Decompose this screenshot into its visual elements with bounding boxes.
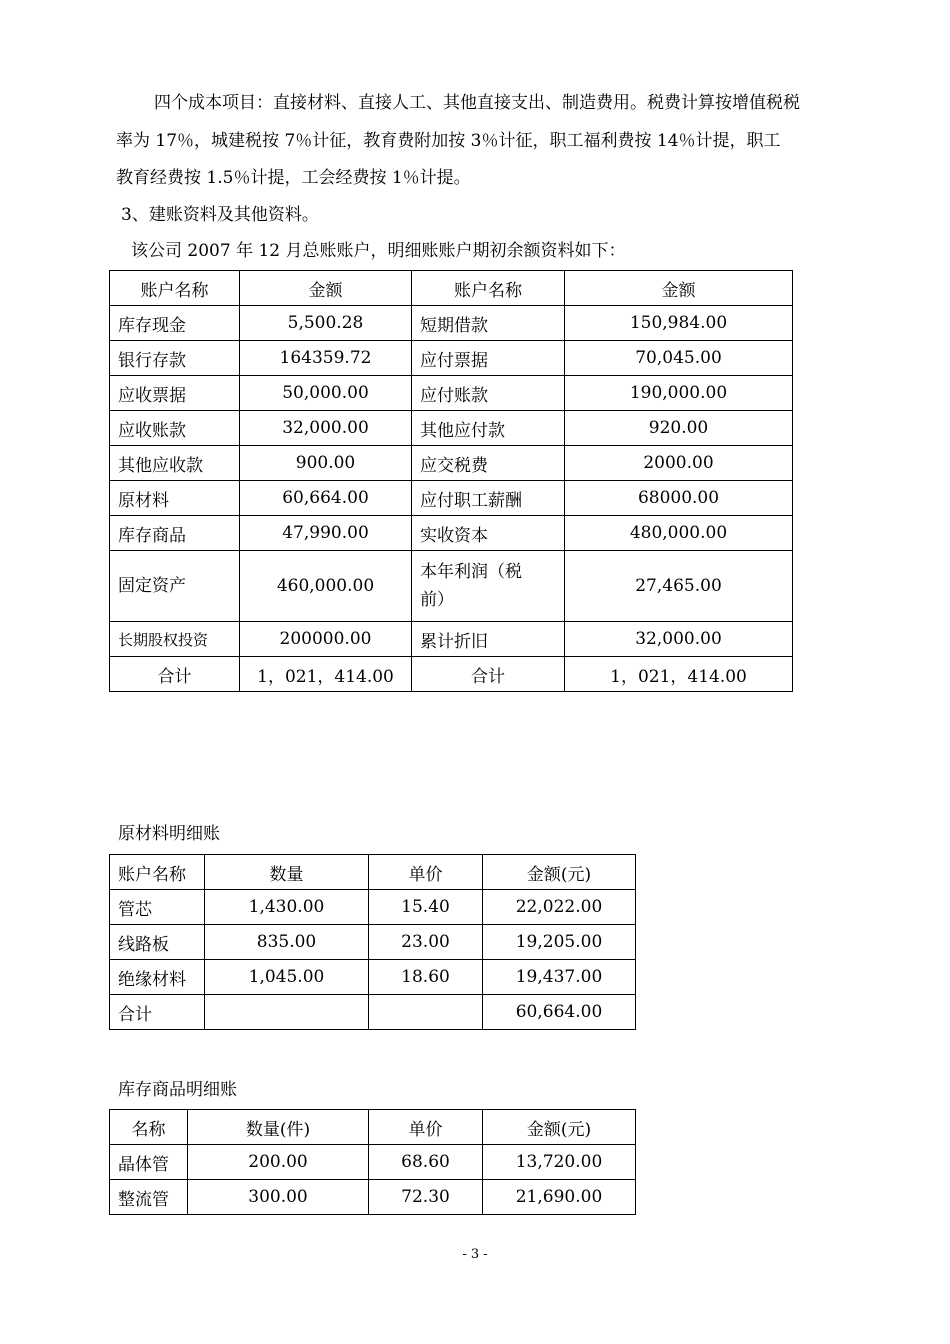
total-label: 合计 <box>110 657 240 692</box>
amount: 50,000.00 <box>240 376 412 411</box>
page-number: - 3 - <box>462 1247 488 1262</box>
goods-ledger-table <box>109 1109 636 1215</box>
total-amount: 60,664.00 <box>483 995 636 1030</box>
amount: 460,000.00 <box>240 551 412 622</box>
amount: 920.00 <box>565 411 793 446</box>
unit-price: 72.30 <box>369 1180 483 1215</box>
header-account-name: 账户名称 <box>110 855 205 890</box>
amount: 60,664.00 <box>240 481 412 516</box>
total-amount: 1，021，414.00 <box>240 657 412 692</box>
account-name: 应交税费 <box>412 446 565 481</box>
account-name: 长期股权投资 <box>110 622 240 657</box>
amount: 21,690.00 <box>483 1180 636 1215</box>
table-row <box>110 341 793 376</box>
amount: 164359.72 <box>240 341 412 376</box>
amount: 200000.00 <box>240 622 412 657</box>
table-row <box>110 411 793 446</box>
general-ledger-table <box>109 270 793 692</box>
profit-label-line-2: 前） <box>420 590 454 610</box>
account-name: 库存现金 <box>110 306 240 341</box>
amount: 22,022.00 <box>483 890 636 925</box>
header-account-name: 账户名称 <box>412 271 565 306</box>
account-name: 应付票据 <box>412 341 565 376</box>
item-name: 晶体管 <box>110 1145 188 1180</box>
total-amount: 1，021，414.00 <box>565 657 793 692</box>
total-label: 合计 <box>412 657 565 692</box>
amount: 13,720.00 <box>483 1145 636 1180</box>
table-row <box>110 446 793 481</box>
table-row <box>110 481 793 516</box>
amount: 150,984.00 <box>565 306 793 341</box>
account-name: 应付账款 <box>412 376 565 411</box>
header-amount: 金额(元) <box>483 855 636 890</box>
account-name: 其他应付款 <box>412 411 565 446</box>
account-name-profit <box>412 551 565 622</box>
header-amount: 金额 <box>565 271 793 306</box>
account-name: 应收票据 <box>110 376 240 411</box>
table-total-row <box>110 995 636 1030</box>
header-unit-price: 单价 <box>369 855 483 890</box>
unit-price: 23.00 <box>369 925 483 960</box>
amount: 32,000.00 <box>240 411 412 446</box>
unit-price: 68.60 <box>369 1145 483 1180</box>
table-row <box>110 551 793 622</box>
amount: 900.00 <box>240 446 412 481</box>
section-heading: 3、建账资料及其他资料。 <box>121 205 319 225</box>
quantity: 1,045.00 <box>205 960 369 995</box>
table-row <box>110 306 793 341</box>
ledger-description: 该公司 2007 年 12 月总账账户，明细账账户期初余额资料如下： <box>131 241 626 261</box>
table-row <box>110 1145 636 1180</box>
item-name: 绝缘材料 <box>110 960 205 995</box>
amount: 19,205.00 <box>483 925 636 960</box>
amount: 47,990.00 <box>240 516 412 551</box>
amount: 27,465.00 <box>565 551 793 622</box>
quantity <box>205 995 369 1030</box>
header-unit-price: 单价 <box>369 1110 483 1145</box>
account-name: 实收资本 <box>412 516 565 551</box>
intro-line-2: 率为 17％，城建税按 7％计征，教育费附加按 3％计征，职工福利费按 14％计提，职工 <box>116 131 781 151</box>
materials-caption: 原材料明细账 <box>118 824 220 844</box>
profit-label-line-1: 本年利润（税 <box>420 562 522 582</box>
table-row <box>110 960 636 995</box>
account-name: 库存商品 <box>110 516 240 551</box>
account-name: 应付职工薪酬 <box>412 481 565 516</box>
header-amount: 金额(元) <box>483 1110 636 1145</box>
table-row <box>110 516 793 551</box>
quantity: 835.00 <box>205 925 369 960</box>
materials-ledger-table <box>109 854 636 1030</box>
table-row <box>110 1180 636 1215</box>
header-account-name: 账户名称 <box>110 271 240 306</box>
account-name: 固定资产 <box>110 551 240 622</box>
table-row <box>110 622 793 657</box>
intro-line-1: 四个成本项目：直接材料、直接人工、其他直接支出、制造费用。税费计算按增值税税 <box>154 93 800 113</box>
amount: 2000.00 <box>565 446 793 481</box>
total-label: 合计 <box>110 995 205 1030</box>
amount: 5,500.28 <box>240 306 412 341</box>
header-quantity: 数量 <box>205 855 369 890</box>
amount: 19,437.00 <box>483 960 636 995</box>
amount: 70,045.00 <box>565 341 793 376</box>
table-header-row <box>110 855 636 890</box>
table-row <box>110 890 636 925</box>
table-row <box>110 376 793 411</box>
amount: 68000.00 <box>565 481 793 516</box>
header-amount: 金额 <box>240 271 412 306</box>
header-quantity: 数量(件) <box>188 1110 369 1145</box>
account-name: 累计折旧 <box>412 622 565 657</box>
quantity: 300.00 <box>188 1180 369 1215</box>
quantity: 200.00 <box>188 1145 369 1180</box>
account-name: 银行存款 <box>110 341 240 376</box>
item-name: 线路板 <box>110 925 205 960</box>
item-name: 管芯 <box>110 890 205 925</box>
goods-caption: 库存商品明细账 <box>118 1080 237 1100</box>
table-row <box>110 925 636 960</box>
account-name: 原材料 <box>110 481 240 516</box>
table-total-row <box>110 657 793 692</box>
table-header-row <box>110 1110 636 1145</box>
unit-price <box>369 995 483 1030</box>
intro-line-3: 教育经费按 1.5％计提，工会经费按 1％计提。 <box>116 168 471 188</box>
quantity: 1,430.00 <box>205 890 369 925</box>
amount: 480,000.00 <box>565 516 793 551</box>
amount: 32,000.00 <box>565 622 793 657</box>
account-name: 应收账款 <box>110 411 240 446</box>
account-name: 短期借款 <box>412 306 565 341</box>
item-name: 整流管 <box>110 1180 188 1215</box>
unit-price: 15.40 <box>369 890 483 925</box>
unit-price: 18.60 <box>369 960 483 995</box>
header-name: 名称 <box>110 1110 188 1145</box>
amount: 190,000.00 <box>565 376 793 411</box>
table-header-row <box>110 271 793 306</box>
account-name: 其他应收款 <box>110 446 240 481</box>
